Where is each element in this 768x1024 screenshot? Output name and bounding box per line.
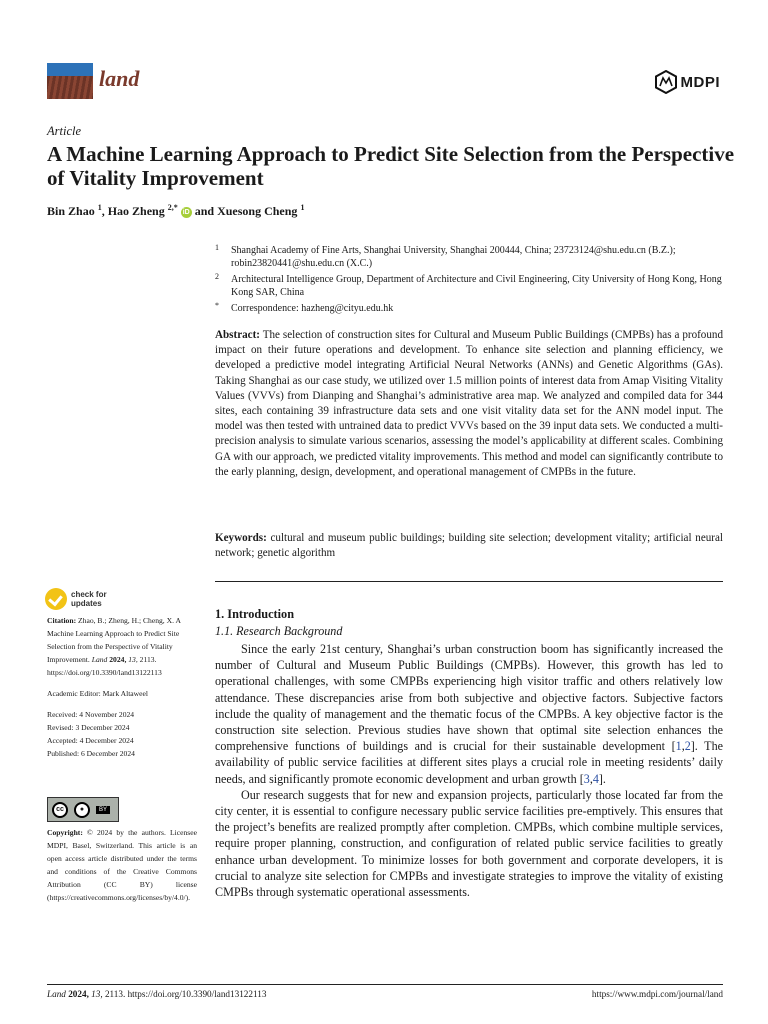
citation-year: 2024,: [109, 655, 127, 664]
journal-name: land: [99, 66, 140, 91]
reference-link[interactable]: 1: [675, 739, 682, 754]
check-icon: [45, 588, 67, 610]
footer-volume: 13,: [91, 989, 103, 999]
publisher-name: MDPI: [680, 73, 720, 91]
correspondence-text: Correspondence: hazheng@cityu.edu.hk: [231, 303, 394, 314]
attribution-icon: ●: [74, 802, 90, 818]
author-list: Bin Zhao $^1$, Hao Zheng $^{2,*}$ iD and Xuesong Cheng $^1$: [47, 203, 305, 218]
author-name[interactable]: Hao Zheng: [107, 204, 165, 218]
reference-link[interactable]: 4: [592, 771, 599, 786]
author-name[interactable]: Bin Zhao: [47, 204, 95, 218]
author-affiliation-mark: 1: [300, 203, 305, 212]
check-for-updates-button[interactable]: [45, 588, 107, 610]
cc-license-badge[interactable]: [47, 797, 119, 822]
body-paragraph: Our research suggests that for new and expansion projects, particularly those located far from the city center, it is essential to configure necessary public service facilities pre-emptively. This ensures that the project’s benefits are realized promptly after completion. CMPBs, which combine multiple services, require proper planning, construction, and configuration of related public service facilities to greatly enhance urban development. To minimize losses for both government and corporate developers, it is crucial to analyze site selection for CMPBs and investigate strategies to improve the vitality of existing CMPBs through systematic operational assessments.: [215, 787, 723, 900]
by-label: BY: [96, 806, 110, 814]
body-paragraph: Since the early 21st century, Shanghai’s urban construction boom has significantly increased the number of Cultural and Museum Public Buildings (CMPBs). However, this growth has led to operational challenges, with some CMPBs experiencing high visitor traffic and others relatively low attendance. These discrepancies arise from both subjective and objective factors. Subjective factors include the quality of management and the thematic focus of the CMPBs. A key objective factor is the construction site selection. Previous studies have shown that optimal site selection enhances the comprehensive functions of buildings and is crucial for their sustainable development [1,2]. The availability of public service facilities at different sites plays a crucial role in meeting residents’ daily needs, and significantly promote economic development and urban growth [3,4].: [215, 642, 723, 786]
orcid-icon[interactable]: iD: [182, 209, 190, 216]
article-body: [215, 606, 723, 900]
affiliation-text: Shanghai Academy of Fine Arts, Shanghai University, Shanghai 200444, China; 23723124@shu.edu.cn (B.Z.); robin23820441@shu.edu.cn (X.C.): [231, 245, 676, 269]
affiliations: [215, 244, 725, 318]
affiliation-text: Architectural Intelligence Group, Department of Architecture and Civil Engineering, City University of Hong Kong, Hong Kong SAR, China: [231, 274, 722, 298]
keywords-label: Keywords:: [215, 532, 267, 544]
author-conjunction: and: [194, 204, 215, 218]
citation-label: Citation:: [47, 616, 77, 625]
citation-journal: Land: [91, 655, 108, 664]
reference-link[interactable]: 2: [684, 739, 691, 754]
article-type: Article: [47, 124, 82, 138]
article-title: A Machine Learning Approach to Predict Site Selection from the Perspective of Vitality Improvement: [47, 142, 735, 190]
footer-divider: [47, 984, 723, 985]
affiliation-mark: 2: [215, 272, 219, 281]
date-received: Received: 4 November 2024: [47, 710, 135, 719]
mdpi-hexagon-icon: [655, 70, 677, 94]
affiliation-item: [215, 244, 725, 270]
copyright-label: Copyright:: [47, 828, 83, 837]
check-updates-label: check for: [71, 590, 107, 599]
footer-year: 2024,: [68, 989, 89, 999]
footer-journal: Land: [47, 989, 66, 999]
paragraph-text: ].: [598, 771, 606, 786]
footer-doi[interactable]: 2113. https://doi.org/10.3390/land13122113: [104, 989, 267, 999]
author-affiliation-mark: 1: [97, 203, 102, 212]
abstract-text: The selection of construction sites for Cultural and Museum Public Buildings (CMPBs) has a profound impact on their future operations and development. To enhance site selection and planning efficiency, we developed a predictive model integrating Artificial Neural Networks (ANNs) and Genetic Algorithms (GAs). Taking Shanghai as our case study, we utilized over 1.5 million points of interest data from Amap Visiting Vitality Values (VVVs) from Dianping and Shanghai’s administrative area map. We analyzed and compiled data for 344 sites, each containing 39 infrastructure data sets and one visit vitality data set for the ANN model input. The model was then tested with untrained data to predict VVVs based on the 39 input data sets. We conducted a multi-precision analysis to simulate various scenarios, assessing the model’s applicability at different scales. Combining GA with our approach, we predicted vitality improvements. This method and model can significantly contribute to the early planning, design, development, and operational management of CMPBs in the future.: [215, 329, 723, 478]
affiliation-item: [215, 273, 725, 299]
subsection-heading: 1.1. Research Background: [215, 624, 343, 638]
article-info-sidebar: [47, 614, 197, 760]
citation: [47, 614, 197, 679]
check-updates-label: updates: [71, 599, 102, 608]
copyright-text: © 2024 by the authors. Licensee MDPI, Basel, Switzerland. This article is an open access article distributed under the terms and conditions of the Creative Commons Attribution (CC BY) license (https://creativecommons.org/licenses/by/4.0/).: [47, 828, 197, 902]
academic-editor: Academic Editor: Mark Altaweel: [47, 689, 149, 698]
date-accepted: Accepted: 4 December 2024: [47, 736, 134, 745]
citation-doi[interactable]: 2113. https://doi.org/10.3390/land13122113: [47, 655, 162, 677]
abstract-label: Abstract:: [215, 329, 260, 341]
section-heading: 1. Introduction: [215, 607, 295, 621]
citation-volume: 13,: [128, 655, 138, 664]
divider: [215, 581, 723, 582]
copyright: [47, 826, 197, 904]
citation-text: Zhao, B.; Zheng, H.; Cheng, X. A Machine Learning Approach to Predict Site Selection from the Perspective of Vitality Improvement.: [47, 616, 181, 664]
journal-logo: [47, 63, 93, 99]
footer-citation: [47, 989, 266, 999]
author-affiliation-mark: 2,*: [167, 203, 178, 212]
date-published: Published: 6 December 2024: [47, 749, 135, 758]
author-name[interactable]: Xuesong Cheng: [217, 204, 298, 218]
affiliation-mark: 1: [215, 243, 219, 252]
footer-journal-url[interactable]: https://www.mdpi.com/journal/land: [591, 989, 723, 999]
paragraph-text: ]. The availability of public service facilities at different sites plays a crucial role in meeting residents’ daily needs, and significantly promote economic development and urban growth [: [215, 739, 723, 786]
reference-link[interactable]: 3: [583, 771, 590, 786]
keywords: [215, 531, 723, 561]
paragraph-text: Since the early 21st century, Shanghai’s urban construction boom has significantly increased the number of Cultural and Museum Public Buildings (CMPBs). However, this growth has led to operational challenges, with some CMPBs experiencing high visitor traffic and others relatively low attendance. These discrepancies arise from both subjective and objective factors. Subjective factors include the quality of management and the thematic focus of the CMPBs. A key objective factor is the construction site selection. Previous studies have shown that optimal site selection enhances the comprehensive functions of buildings and is crucial for their sustainable development [: [215, 642, 723, 754]
date-revised: Revised: 3 December 2024: [47, 723, 130, 732]
affiliation-mark: *: [215, 301, 219, 310]
abstract: [215, 328, 723, 480]
correspondence: [215, 302, 725, 315]
keywords-text: cultural and museum public buildings; building site selection; development vitality; artificial neural network; genetic algorithm: [215, 532, 723, 560]
publisher-logo: [655, 68, 721, 96]
cc-icon: cc: [52, 802, 68, 818]
